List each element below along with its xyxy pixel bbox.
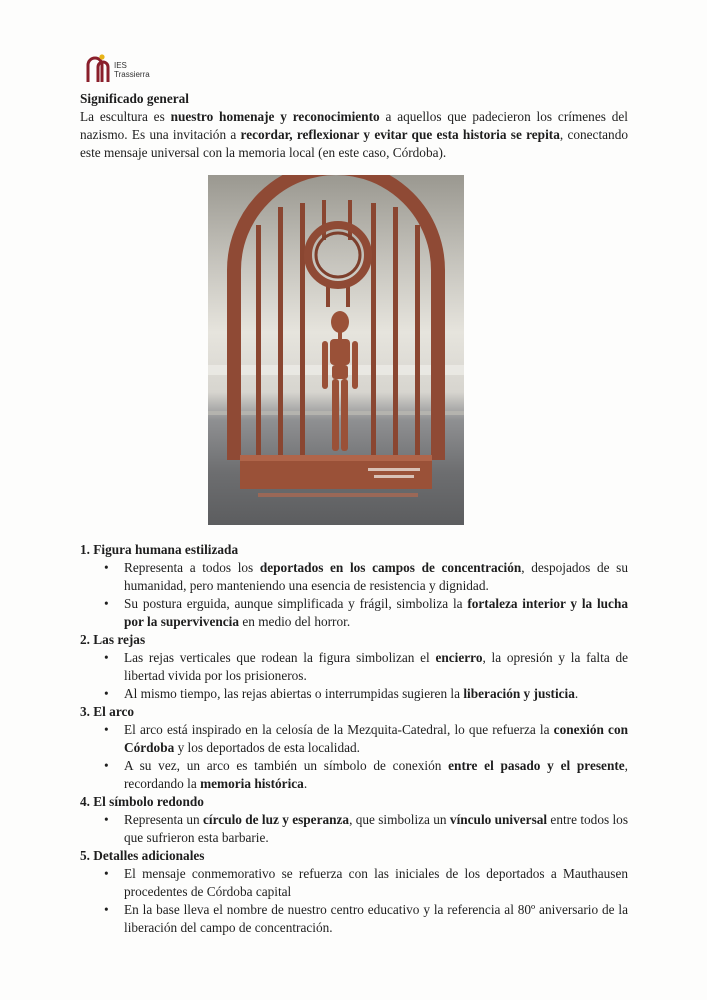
bullet-icon: •	[104, 758, 109, 773]
bullet-item	[104, 685, 628, 703]
bullet-icon: •	[104, 722, 109, 737]
body-text: Las rejas verticales que rodean la figura simbolizan el	[124, 650, 436, 665]
arch-logo-icon	[86, 53, 114, 83]
intro-section	[80, 90, 628, 162]
bullet-icon: •	[104, 902, 109, 917]
bullet-item	[104, 559, 628, 595]
bullet-icon: •	[104, 866, 109, 881]
body-text: , despojados de su humanidad, pero manteniendo una esencia de resistencia y dignidad.	[124, 560, 628, 593]
bullet-item	[104, 757, 628, 793]
emphasis-text: recordar, reflexionar y evitar que esta historia se repita	[240, 127, 560, 142]
sculpture-photo	[208, 175, 464, 525]
body-text: Al mismo tiempo, las rejas abiertas o interrumpidas sugieren la	[124, 686, 464, 701]
bullet-icon: •	[104, 596, 109, 611]
logo-text-name: Trassierra	[114, 70, 150, 79]
emphasis-text: fortaleza interior y la lucha por la supervivencia	[124, 596, 628, 629]
body-text: , que simboliza un	[349, 812, 450, 827]
body-text: A su vez, un arco es también un símbolo de conexión	[124, 758, 449, 773]
emphasis-text: círculo de luz y esperanza	[203, 812, 350, 827]
body-text: a aquellos que padecieron los crímenes del nazismo. Es una invitación a	[80, 109, 628, 142]
intro-heading: Significado general	[80, 91, 189, 106]
bullet-item	[104, 595, 628, 631]
emphasis-text: conexión con Córdoba	[124, 722, 628, 755]
body-text: El arco está inspirado en la celosía de la Mezquita-Catedral, lo que refuerza la	[124, 722, 554, 737]
emphasis-text: encierro	[435, 650, 483, 665]
bullet-item	[104, 811, 628, 847]
section-title: 1. Figura humana estilizada	[80, 542, 239, 557]
body-text: y los deportados de esta localidad.	[174, 740, 360, 755]
body-text: El mensaje conmemorativo se refuerza con las iniciales de los deportados a Mauthausen procedentes de Córdoba capital	[124, 866, 628, 899]
bullet-item	[104, 721, 628, 757]
section-title: 3. El arco	[80, 704, 135, 719]
body-text: .	[574, 686, 579, 701]
school-logo	[86, 53, 156, 85]
emphasis-text: vínculo universal	[449, 812, 548, 827]
section-title: 5. Detalles adicionales	[80, 848, 205, 863]
body-text: .	[303, 776, 308, 791]
body-text: Representa un	[124, 812, 204, 827]
bullet-item	[104, 865, 628, 901]
body-text: Su postura erguida, aunque simplificada y frágil, simboliza la	[124, 596, 468, 611]
bullet-item	[104, 901, 628, 937]
body-text: , conectando este mensaje universal con la memoria local (en este caso, Córdoba).	[80, 127, 628, 160]
sections-list	[80, 541, 628, 937]
bullet-icon: •	[104, 560, 109, 575]
emphasis-text: nuestro homenaje y reconocimiento	[170, 109, 380, 124]
bullet-icon: •	[104, 812, 109, 827]
emphasis-text: entre el pasado y el presente	[448, 758, 625, 773]
emphasis-text: liberación y justicia	[463, 686, 575, 701]
body-text: , recordando la	[124, 758, 628, 791]
emphasis-text: memoria histórica	[200, 776, 304, 791]
logo-text-ies: IES	[114, 61, 127, 70]
body-text: , la opresión y la falta de libertad vivida por los prisioneros.	[124, 650, 629, 683]
body-text: Representa a todos los	[124, 560, 260, 575]
body-text: entre todos los que sufrieron esta barbarie.	[124, 812, 628, 845]
body-text: La escultura es	[80, 109, 171, 124]
body-text: en medio del horror.	[239, 614, 351, 629]
bullet-icon: •	[104, 650, 109, 665]
bullet-item	[104, 649, 629, 685]
bullet-icon: •	[104, 686, 109, 701]
section-title: 4. El símbolo redondo	[80, 794, 204, 809]
body-text: En la base lleva el nombre de nuestro centro educativo y la referencia al 80º aniversario de la liberación del campo de concentración.	[124, 902, 628, 935]
emphasis-text: deportados en los campos de concentración	[259, 560, 522, 575]
intro-paragraph	[80, 108, 628, 162]
section-title: 2. Las rejas	[80, 632, 146, 647]
